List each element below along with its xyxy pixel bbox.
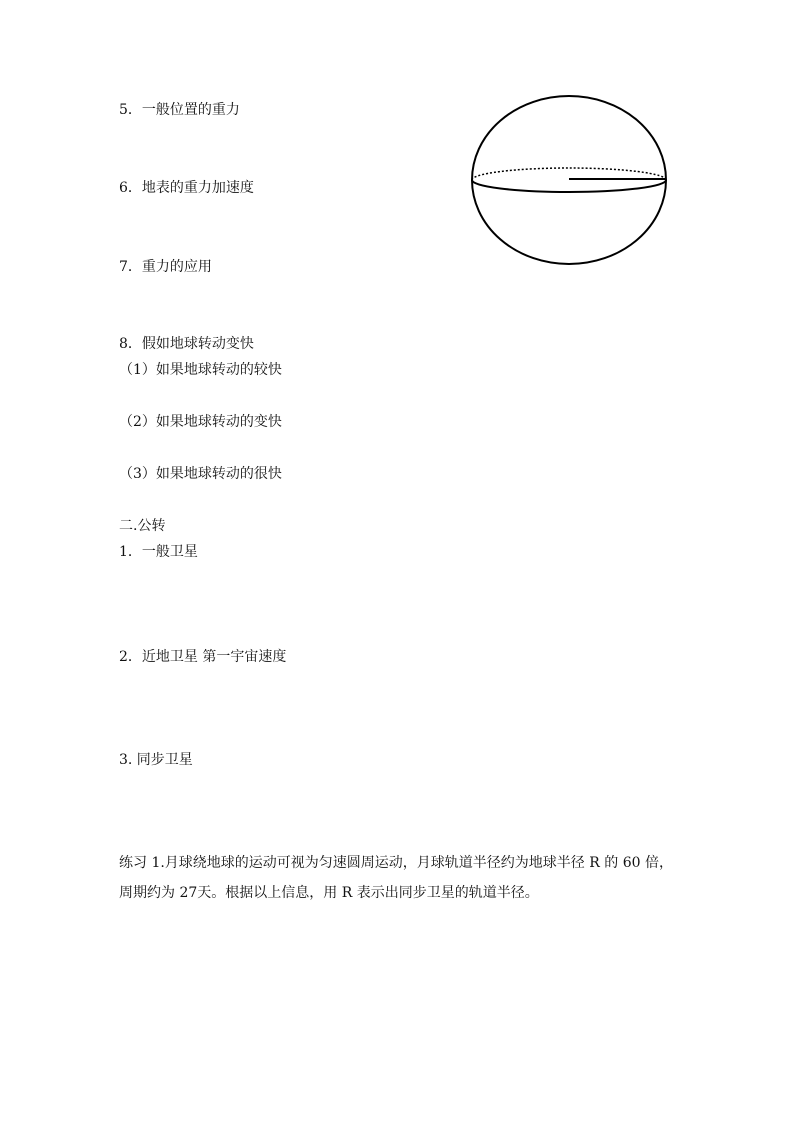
revolution-item-2: 2．近地卫星 第一宇宙速度 — [119, 649, 287, 665]
revolution-item-1: 1．一般卫星 — [119, 544, 198, 560]
item-8-sub-2: （2）如果地球转动的变快 — [119, 414, 282, 430]
revolution-item-3: 3. 同步卫星 — [119, 752, 193, 768]
item-8-sub-1: （1）如果地球转动的较快 — [119, 362, 282, 378]
item-5: 5．一般位置的重力 — [119, 102, 240, 118]
item-6: 6．地表的重力加速度 — [119, 180, 254, 196]
exercise-1: 练习 1.月球绕地球的运动可视为匀速圆周运动，月球轨道半径约为地球半径 R 的 60 倍，周期约为 27天。根据以上信息，用 R 表示出同步卫星的轨道半径。 — [119, 855, 673, 901]
item-7: 7．重力的应用 — [119, 259, 212, 275]
section-heading-revolution: 二.公转 — [119, 518, 166, 534]
sphere-icon — [468, 94, 672, 272]
equator-front — [472, 180, 666, 192]
item-8-sub-3: （3）如果地球转动的很快 — [119, 466, 282, 482]
item-8: 8．假如地球转动变快 — [119, 336, 254, 352]
